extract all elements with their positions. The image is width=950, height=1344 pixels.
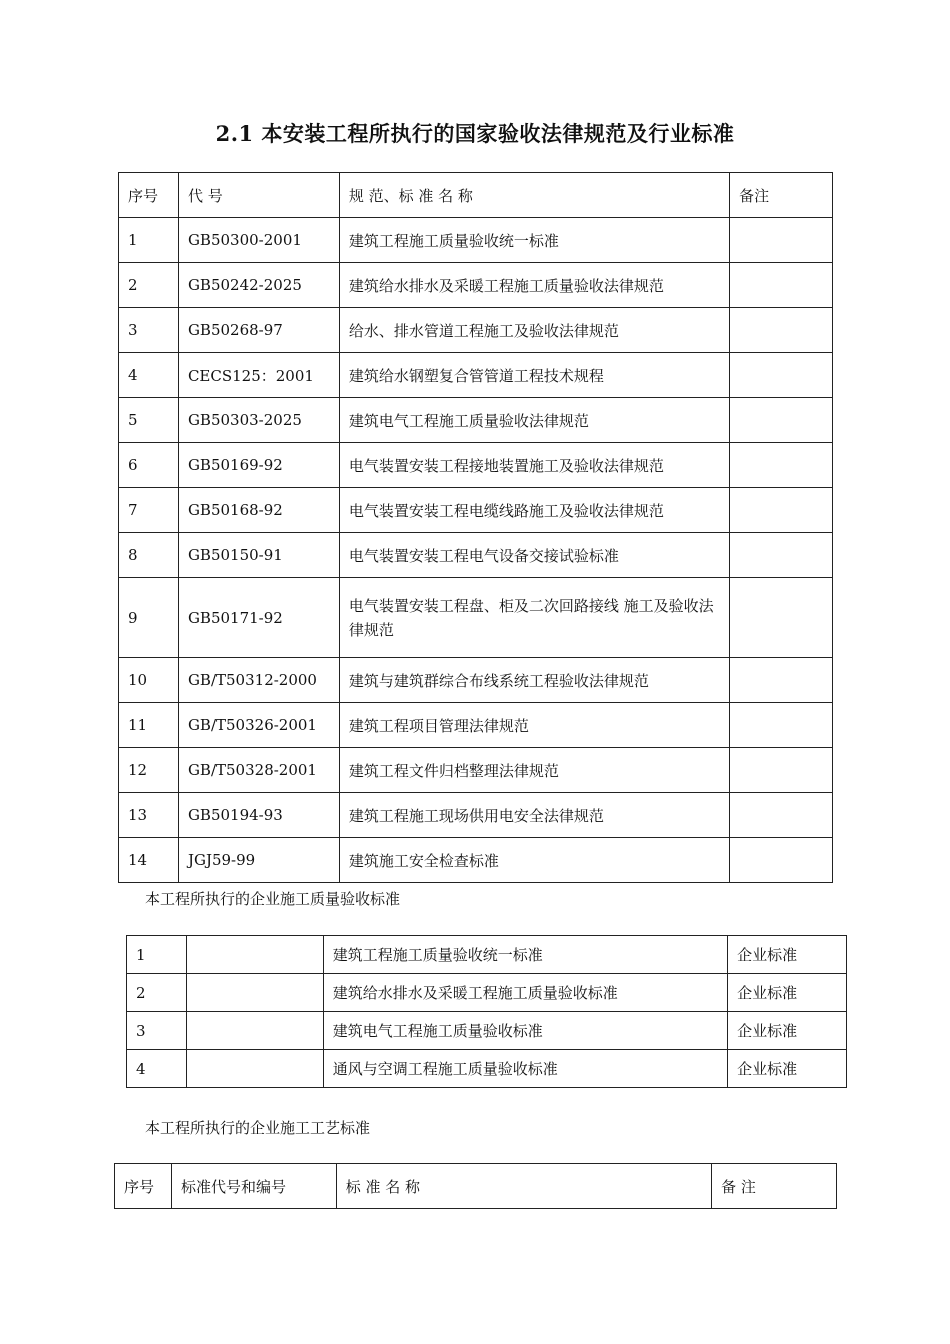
cell-code: GB50242-2025 [178,263,339,308]
table-row [119,658,833,703]
cell-note [730,658,833,703]
cell-index: 8 [119,533,179,578]
table-row [119,443,833,488]
header-note: 备 注 [712,1164,837,1209]
cell-code: GB/T50312-2000 [178,658,339,703]
cell-name: 建筑工程文件归档整理法律规范 [339,748,729,793]
cell-index: 11 [119,703,179,748]
cell-code: CECS125：2001 [178,353,339,398]
table-header-row [119,173,833,218]
cell-note [730,578,833,658]
page-title: 2.1 本安装工程所执行的国家验收法律规范及行业标准 [215,121,735,146]
header-index: 序号 [115,1164,172,1209]
cell-index: 4 [127,1050,187,1088]
cell-code [186,1012,323,1050]
cell-name: 建筑与建筑群综合布线系统工程验收法律规范 [339,658,729,703]
cell-note [730,218,833,263]
table-row [127,974,847,1012]
header-note: 备注 [730,173,833,218]
cell-name: 建筑给水排水及采暖工程施工质量验收标准 [323,974,727,1012]
cell-note [730,308,833,353]
cell-code [186,936,323,974]
table-row [119,748,833,793]
cell-name: 通风与空调工程施工质量验收标准 [323,1050,727,1088]
cell-index: 12 [119,748,179,793]
table-row [119,533,833,578]
header-code: 标准代号和编号 [171,1164,336,1209]
cell-index: 10 [119,658,179,703]
cell-name: 电气装置安装工程接地装置施工及验收法律规范 [339,443,729,488]
cell-code: GB/T50328-2001 [178,748,339,793]
cell-name: 建筑电气工程施工质量验收标准 [323,1012,727,1050]
cell-note [730,793,833,838]
cell-code: GB50303-2025 [178,398,339,443]
cell-index: 1 [127,936,187,974]
cell-code [186,974,323,1012]
cell-index: 2 [119,263,179,308]
cell-code: JGJ59-99 [178,838,339,883]
cell-index: 5 [119,398,179,443]
table-row [119,353,833,398]
cell-note [730,353,833,398]
cell-name: 电气装置安装工程盘、柜及二次回路接线 施工及验收法律规范 [339,578,729,658]
cell-index: 9 [119,578,179,658]
cell-note [730,263,833,308]
cell-note: 企业标准 [728,1012,847,1050]
cell-note [730,838,833,883]
cell-index: 7 [119,488,179,533]
cell-index: 2 [127,974,187,1012]
cell-index: 3 [127,1012,187,1050]
cell-note [730,533,833,578]
cell-code: GB50194-93 [178,793,339,838]
cell-note [730,748,833,793]
table-row [119,308,833,353]
enterprise-process-table [114,1163,837,1209]
table-row [127,1012,847,1050]
header-name: 标 准 名 称 [336,1164,711,1209]
table-row [127,936,847,974]
header-code: 代 号 [178,173,339,218]
cell-code: GB50268-97 [178,308,339,353]
cell-code: GB50150-91 [178,533,339,578]
cell-name: 建筑电气工程施工质量验收法律规范 [339,398,729,443]
cell-index: 1 [119,218,179,263]
table-row [119,793,833,838]
cell-code [186,1050,323,1088]
cell-index: 3 [119,308,179,353]
table-row [119,838,833,883]
cell-code: GB50171-92 [178,578,339,658]
cell-name: 建筑工程施工质量验收统一标准 [323,936,727,974]
cell-code: GB50169-92 [178,443,339,488]
cell-index: 14 [119,838,179,883]
enterprise-quality-caption: 本工程所执行的企业施工质量验收标准 [145,890,401,908]
cell-note: 企业标准 [728,1050,847,1088]
cell-index: 6 [119,443,179,488]
cell-note [730,703,833,748]
header-index: 序号 [119,173,179,218]
enterprise-quality-table [126,935,847,1088]
table-row [119,263,833,308]
cell-code: GB50300-2001 [178,218,339,263]
enterprise-process-caption: 本工程所执行的企业施工工艺标准 [145,1119,371,1137]
cell-note: 企业标准 [728,936,847,974]
table-row [127,1050,847,1088]
cell-name: 建筑给水排水及采暖工程施工质量验收法律规范 [339,263,729,308]
cell-note: 企业标准 [728,974,847,1012]
cell-note [730,443,833,488]
table-row [119,398,833,443]
cell-name: 电气装置安装工程电缆线路施工及验收法律规范 [339,488,729,533]
cell-name: 建筑工程施工现场供用电安全法律规范 [339,793,729,838]
cell-name: 建筑施工安全检查标准 [339,838,729,883]
cell-code: GB50168-92 [178,488,339,533]
cell-name: 给水、排水管道工程施工及验收法律规范 [339,308,729,353]
table-row [119,218,833,263]
cell-index: 13 [119,793,179,838]
cell-name: 建筑工程项目管理法律规范 [339,703,729,748]
table-row [119,488,833,533]
cell-index: 4 [119,353,179,398]
header-name: 规 范、标 准 名 称 [339,173,729,218]
table-row [119,578,833,658]
cell-name: 建筑给水钢塑复合管管道工程技术规程 [339,353,729,398]
table-row [119,703,833,748]
cell-name: 电气装置安装工程电气设备交接试验标准 [339,533,729,578]
national-standards-table [118,172,833,883]
cell-note [730,398,833,443]
table-header-row [115,1164,837,1209]
cell-name: 建筑工程施工质量验收统一标准 [339,218,729,263]
cell-code: GB/T50326-2001 [178,703,339,748]
cell-note [730,488,833,533]
